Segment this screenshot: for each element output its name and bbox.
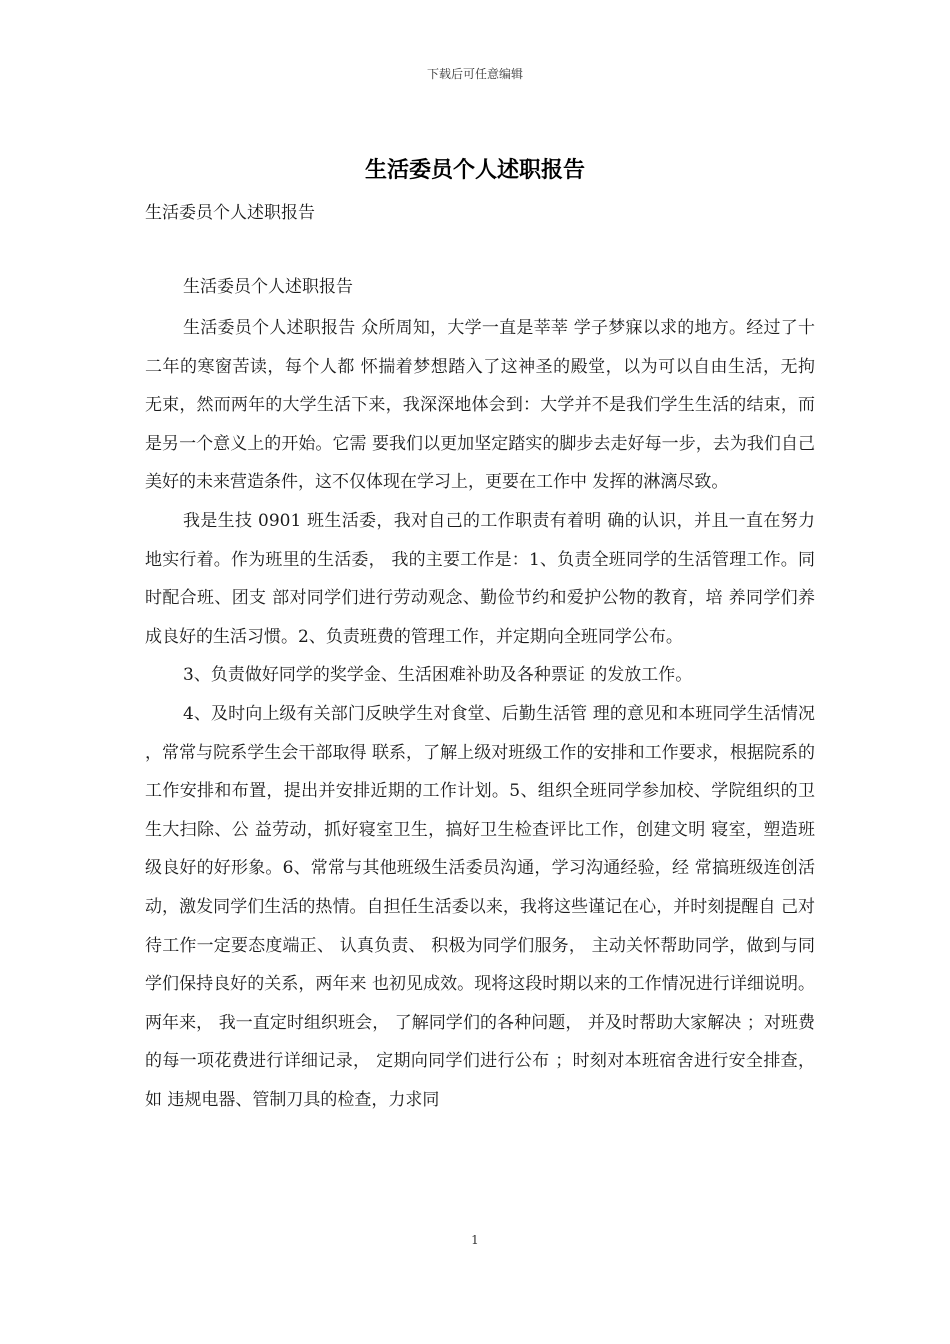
paragraph-work-summary: 4、及时向上级有关部门反映学生对食堂、后勤生活管 理的意见和本班同学生活情况 ，常常与院系学生会干部取得 联系，了解上级对班级工作的安排和工作要求，根据院系的 工作安排和布置，提出并安排近期的工作计划。5、组织全班同学参加校、学院组织的卫生大扫除、公 益劳动，抓好寝室卫生，搞好卫生检查评比工作，创建文明 寝室，塑造班级良好的好形象。6、常常与其他班级生活委员沟通，学习沟通经验，经 常搞班级连创活动，激发同学们生活的热情。自担任生活委以来，我将这些谨记在心，并时刻提醒自 己对待工作一定要态度端正、 认真负责、 积极为同学们服务， 主动关怀帮助同学，做到与同学们保持良好的关系，两年来 也初见成效。现将这段时期以来的工作情况进行详细说明。两年来， 我一直定时组织班会， 了解同学们的各种问题， 并及时帮助大家解决 ；对班费的每一项花费进行详细记录， 定期向同学们进行公布 ；时刻对本班宿舍进行安全排查，如 违规电器、管制刀具的检查，力求同 bbox=[145, 703, 815, 1110]
document-body bbox=[145, 309, 815, 1119]
paragraph-scholarship: 3、负责做好同学的奖学金、生活困难补助及各种票证 的发放工作。 bbox=[183, 665, 693, 686]
page-number: 1 bbox=[471, 1233, 479, 1247]
paragraph-intro: 生活委员个人述职报告 众所周知，大学一直是莘莘 学子梦寐以求的地方。经过了十二年的寒窗苦读，每个人都 怀揣着梦想踏入了这神圣的殿堂，以为可以自由生活，无拘 无束，然而两年的大学生活下来，我深深地体会到：大学并不是我们学生生活的结束，而是另一个意义上的开始。它需 要我们以更加坚定踏实的脚步去走好每一步，去为我们自己 美好的未来营造条件，这不仅体现在学习上，更要在工作中 发挥的淋漓尽致。 bbox=[145, 318, 815, 493]
document-title: 生活委员个人述职报告 bbox=[364, 157, 585, 183]
section-title: 生活委员个人述职报告 bbox=[183, 277, 353, 297]
page-header-note: 下载后可任意编辑 bbox=[426, 67, 523, 81]
paragraph-duties: 我是生技 0901 班生活委，我对自己的工作职责有着明 确的认识，并且一直在努力地实行着。作为班里的生活委， 我的主要工作是：1、负责全班同学的生活管理工作。同时配合班、团支 部对同学们进行劳动观念、勤俭节约和爱护公物的教育，培 养同学们养成良好的生活习惯。2、负责班费的管理工作，并定期向全班同学公布。 bbox=[145, 510, 815, 647]
document-subtitle: 生活委员个人述职报告 bbox=[145, 203, 315, 223]
